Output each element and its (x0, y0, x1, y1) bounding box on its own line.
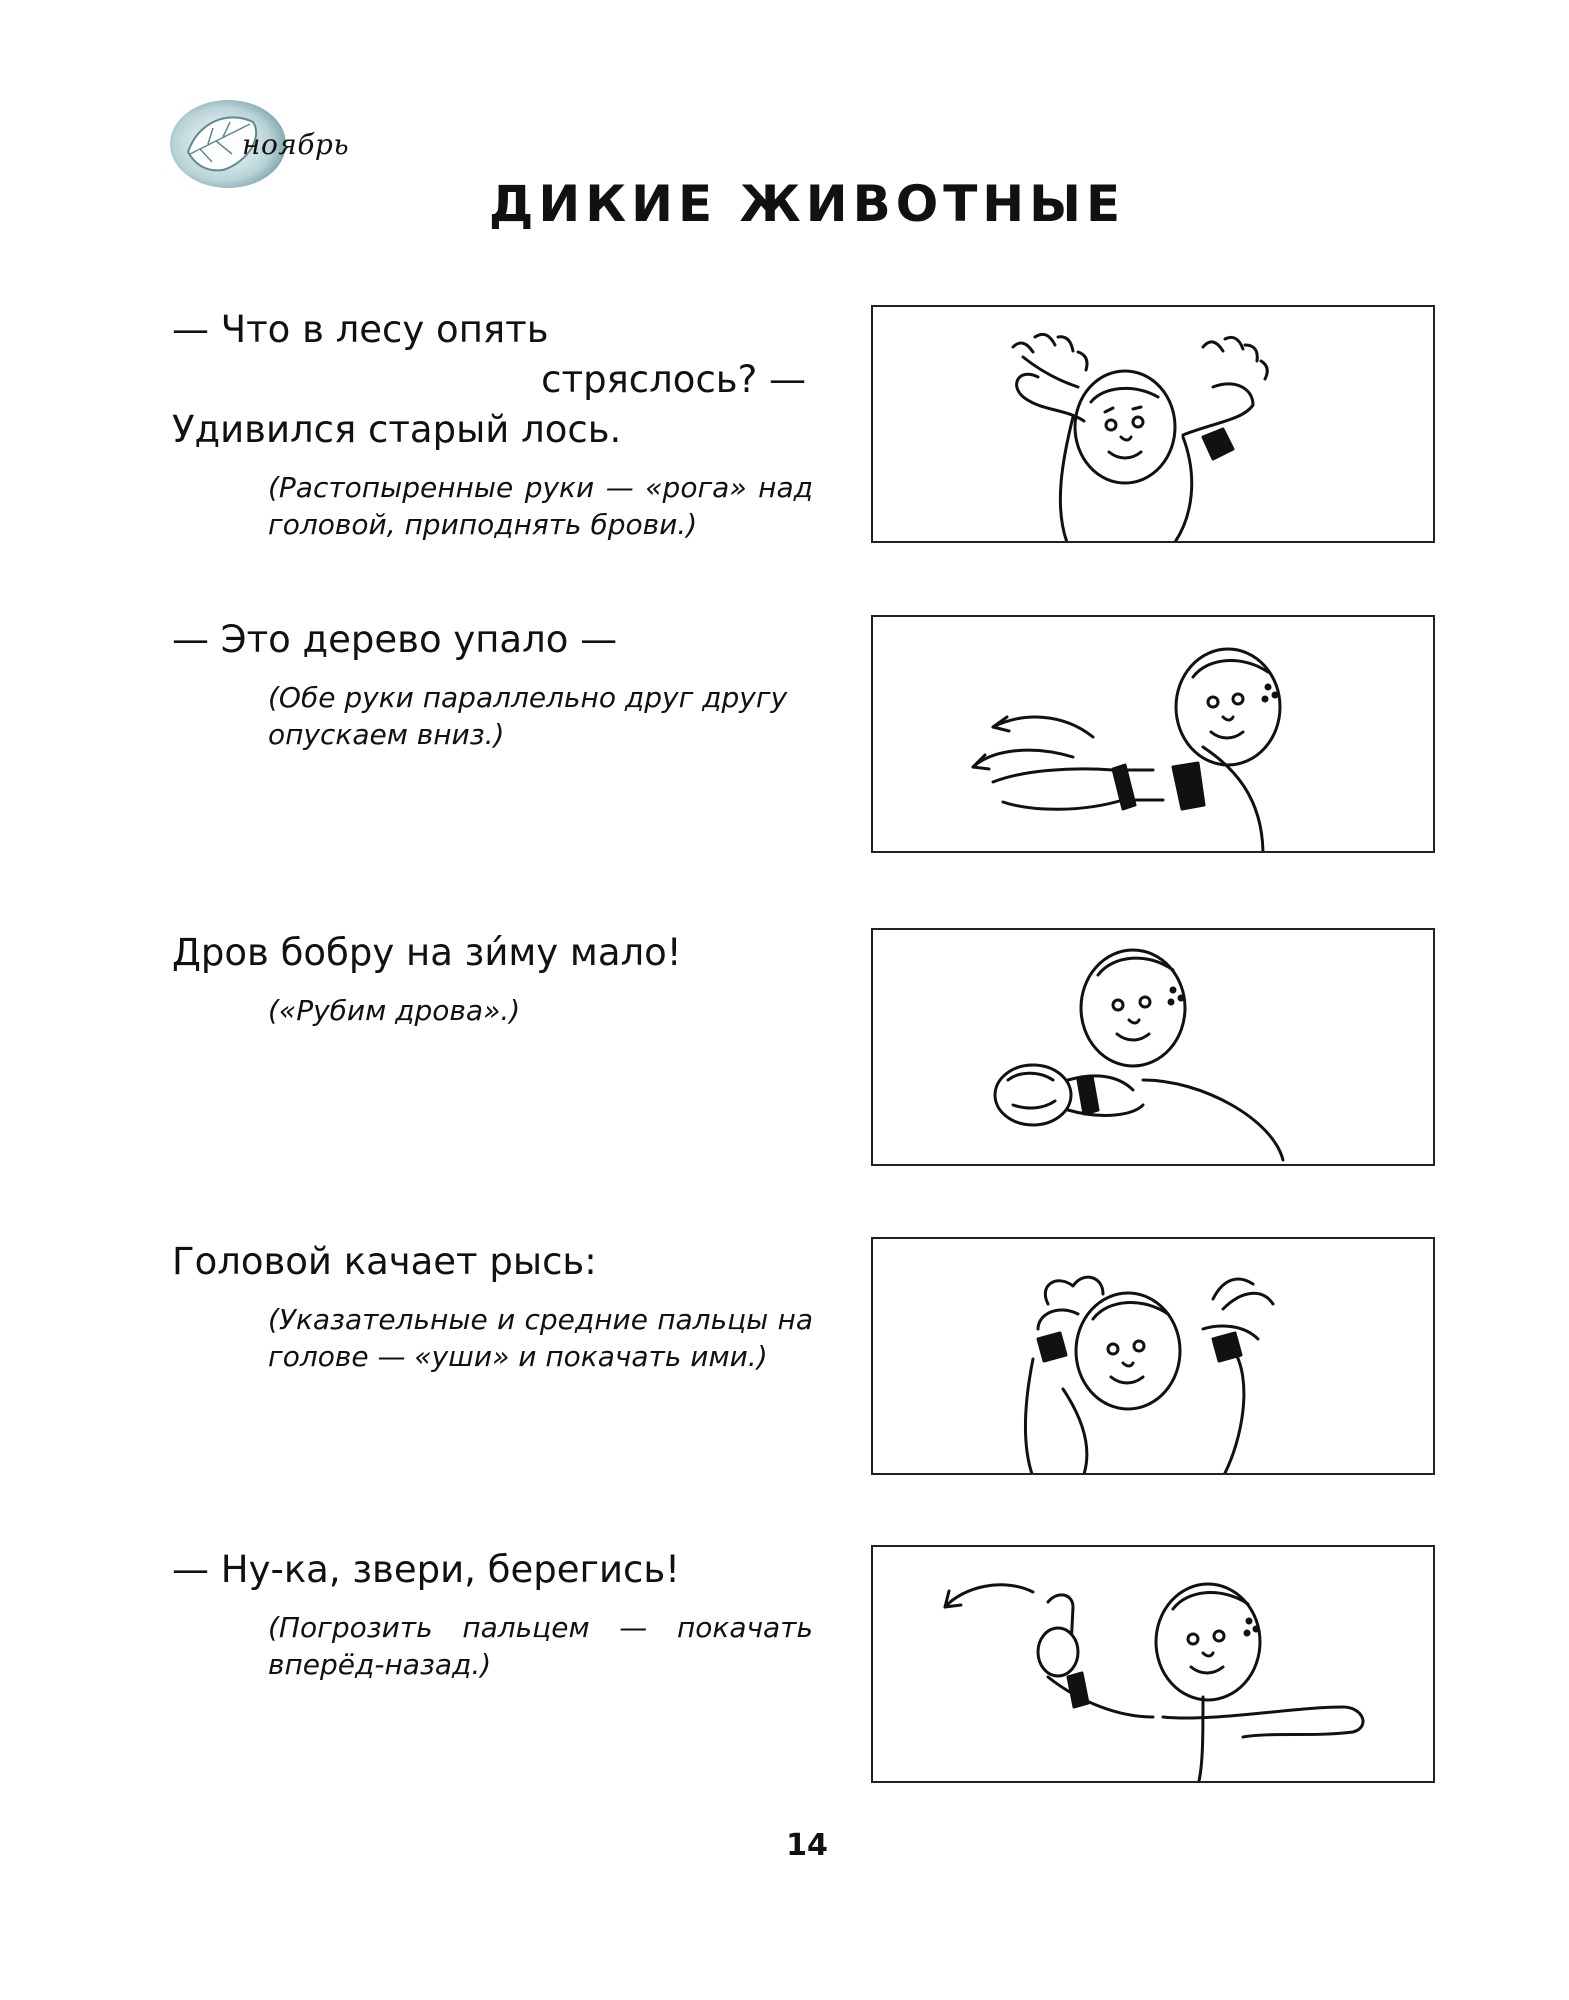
verse-line: стряслось? — (541, 358, 806, 401)
illustration-frame-1 (871, 305, 1435, 543)
verse-line: Дров бобру на зи́му мало! (172, 931, 682, 974)
instruction-note: (Указательные и средние пальцы на голове — «уши» и покачать ими.) (268, 1303, 813, 1373)
verse-line: Удивился старый лось. (172, 408, 622, 451)
instruction-note: («Рубим дрова».) (268, 994, 521, 1027)
illustration-frame-2 (871, 615, 1435, 853)
child-antlers-illustration (873, 307, 1435, 543)
illustration-frame-4 (871, 1237, 1435, 1475)
verse-line: — Что в лесу опять (172, 308, 549, 351)
illustration-frame-5 (871, 1545, 1435, 1783)
instruction-note: (Растопыренные руки — «рога» над головой, приподнять брови.) (268, 471, 813, 541)
illustration-frame-3 (871, 928, 1435, 1166)
stanza-4 (172, 1237, 812, 1375)
stanza-3 (172, 928, 812, 1029)
verse-line: Головой качает рысь: (172, 1240, 597, 1283)
instruction-note: (Обе руки параллельно друг другу опускаем вниз.) (268, 681, 788, 751)
month-label: ноябрь (242, 128, 350, 161)
child-wagging-finger-illustration (873, 1547, 1435, 1783)
child-falling-tree-illustration (873, 617, 1435, 853)
stanza-5 (172, 1545, 812, 1683)
stanza-1 (172, 305, 812, 543)
page-title: ДИКИЕ ЖИВОТНЫЕ (488, 175, 1126, 233)
stanza-2 (172, 615, 812, 753)
instruction-note: (Погрозить пальцем — покачать вперёд-назад.) (268, 1611, 813, 1681)
verse-line: — Это дерево упало — (172, 618, 618, 661)
child-chopping-wood-illustration (873, 930, 1435, 1166)
child-lynx-ears-illustration (873, 1239, 1435, 1475)
verse-line: — Ну-ка, звери, берегись! (172, 1548, 680, 1591)
page-number: 14 (786, 1828, 828, 1863)
